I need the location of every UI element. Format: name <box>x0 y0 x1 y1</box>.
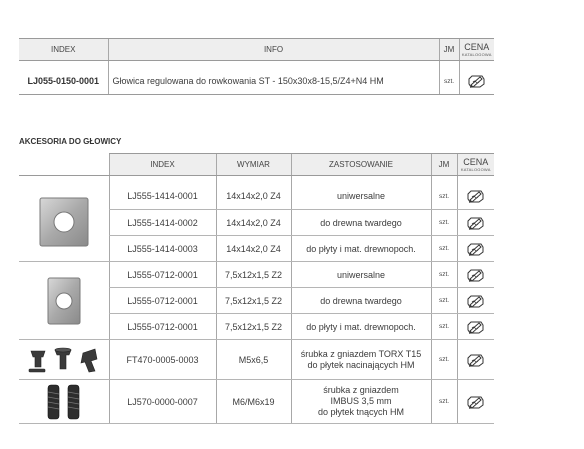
imbus-screws-image <box>19 380 109 424</box>
square-insert-image <box>19 184 109 262</box>
price-cell[interactable] <box>457 380 494 424</box>
product-table <box>19 38 494 95</box>
row-jm: szt. <box>439 69 459 95</box>
zast-line: śrubka z gniazdem TORX T15 <box>300 348 422 359</box>
row-zastosowanie: do drewna twardego <box>291 288 431 314</box>
price-cell[interactable] <box>457 314 494 340</box>
pen-sign-icon[interactable] <box>466 241 486 257</box>
col-zastosowanie: ZASTOSOWANIE <box>291 154 431 176</box>
row-wymiar: 7,5x12x1,5 Z2 <box>216 288 291 314</box>
row-jm: szt. <box>431 184 457 210</box>
row-wymiar: M6/M6x19 <box>216 380 291 424</box>
rect-insert-image <box>19 262 109 340</box>
square-insert-icon <box>38 196 90 248</box>
row-zastosowanie: uniwersalne <box>291 184 431 210</box>
pen-sign-icon[interactable] <box>466 188 486 204</box>
row-index: LJ555-1414-0003 <box>109 236 216 262</box>
row-wymiar: 7,5x12x1,5 Z2 <box>216 262 291 288</box>
price-cell[interactable] <box>459 69 494 95</box>
table-row <box>19 184 494 210</box>
accessories-table <box>19 153 494 424</box>
cena-sub-label: KATALOGOWA <box>460 166 491 172</box>
cena-sub-label: KATALOGOWA <box>461 51 492 57</box>
cena-label: CENA <box>463 156 489 167</box>
row-jm: szt. <box>431 288 457 314</box>
row-jm: szt. <box>431 380 457 424</box>
row-zastosowanie <box>291 380 431 424</box>
imbus-screw-icon <box>42 382 86 422</box>
pen-sign-icon[interactable] <box>466 215 486 231</box>
pen-sign-icon[interactable] <box>466 394 486 410</box>
zast-line: IMBUS 3,5 mm <box>330 396 392 406</box>
col-jm: JM <box>439 39 459 61</box>
row-zastosowanie: uniwersalne <box>291 262 431 288</box>
table-row <box>19 380 494 424</box>
col-jm: JM <box>431 154 457 176</box>
row-jm: szt. <box>431 210 457 236</box>
col-info: INFO <box>108 39 439 61</box>
zast-line: do płytek nacinających HM <box>307 359 415 370</box>
col-wymiar: WYMIAR <box>216 154 291 176</box>
row-zastosowanie <box>291 340 431 380</box>
row-jm: szt. <box>431 262 457 288</box>
cena-label: CENA <box>464 41 490 52</box>
col-index: INDEX <box>19 39 108 61</box>
price-cell[interactable] <box>457 184 494 210</box>
price-cell[interactable] <box>457 236 494 262</box>
row-wymiar: 7,5x12x1,5 Z2 <box>216 314 291 340</box>
pen-sign-icon[interactable] <box>466 293 486 309</box>
row-wymiar: 14x14x2,0 Z4 <box>216 210 291 236</box>
price-cell[interactable] <box>457 262 494 288</box>
row-index: FT470-0005-0003 <box>109 340 216 380</box>
col-index: INDEX <box>109 154 216 176</box>
table-row <box>19 262 494 288</box>
row-jm: szt. <box>431 236 457 262</box>
row-wymiar: 14x14x2,0 Z4 <box>216 184 291 210</box>
torx-screws-image <box>19 340 109 380</box>
table-row <box>19 69 494 95</box>
row-index: LJ055-0150-0001 <box>19 69 108 95</box>
row-jm: szt. <box>431 314 457 340</box>
section-title: AKCESORIA DO GŁOWICY <box>19 137 122 146</box>
product-table-header <box>19 39 494 61</box>
row-index: LJ555-0712-0001 <box>109 314 216 340</box>
row-index: LJ570-0000-0007 <box>109 380 216 424</box>
pen-sign-icon[interactable] <box>467 73 487 89</box>
accessories-table-header <box>19 154 494 176</box>
row-jm: szt. <box>431 340 457 380</box>
price-cell[interactable] <box>457 288 494 314</box>
row-info: Głowica regulowana do rowkowania ST - 150x30x8-15,5/Z4+N4 HM <box>108 69 439 95</box>
rect-insert-icon <box>44 275 84 327</box>
col-cena <box>457 154 494 176</box>
col-cena <box>459 39 494 61</box>
pen-sign-icon[interactable] <box>466 352 486 368</box>
row-index: LJ555-1414-0002 <box>109 210 216 236</box>
zast-line: śrubka z gniazdem <box>323 385 399 395</box>
price-cell[interactable] <box>457 340 494 380</box>
row-index: LJ555-1414-0001 <box>109 184 216 210</box>
row-index: LJ555-0712-0001 <box>109 262 216 288</box>
row-wymiar: 14x14x2,0 Z4 <box>216 236 291 262</box>
row-zastosowanie: do płyty i mat. drewnopoch. <box>291 314 431 340</box>
row-zastosowanie: do drewna twardego <box>291 210 431 236</box>
pen-sign-icon[interactable] <box>466 267 486 283</box>
pen-sign-icon[interactable] <box>466 319 486 335</box>
table-row <box>19 340 494 380</box>
row-index: LJ555-0712-0001 <box>109 288 216 314</box>
row-wymiar: M5x6,5 <box>216 340 291 380</box>
zast-line: do płytek tnących HM <box>317 407 405 417</box>
torx-screw-icon <box>25 345 103 375</box>
row-zastosowanie: do płyty i mat. drewnopoch. <box>291 236 431 262</box>
price-cell[interactable] <box>457 210 494 236</box>
